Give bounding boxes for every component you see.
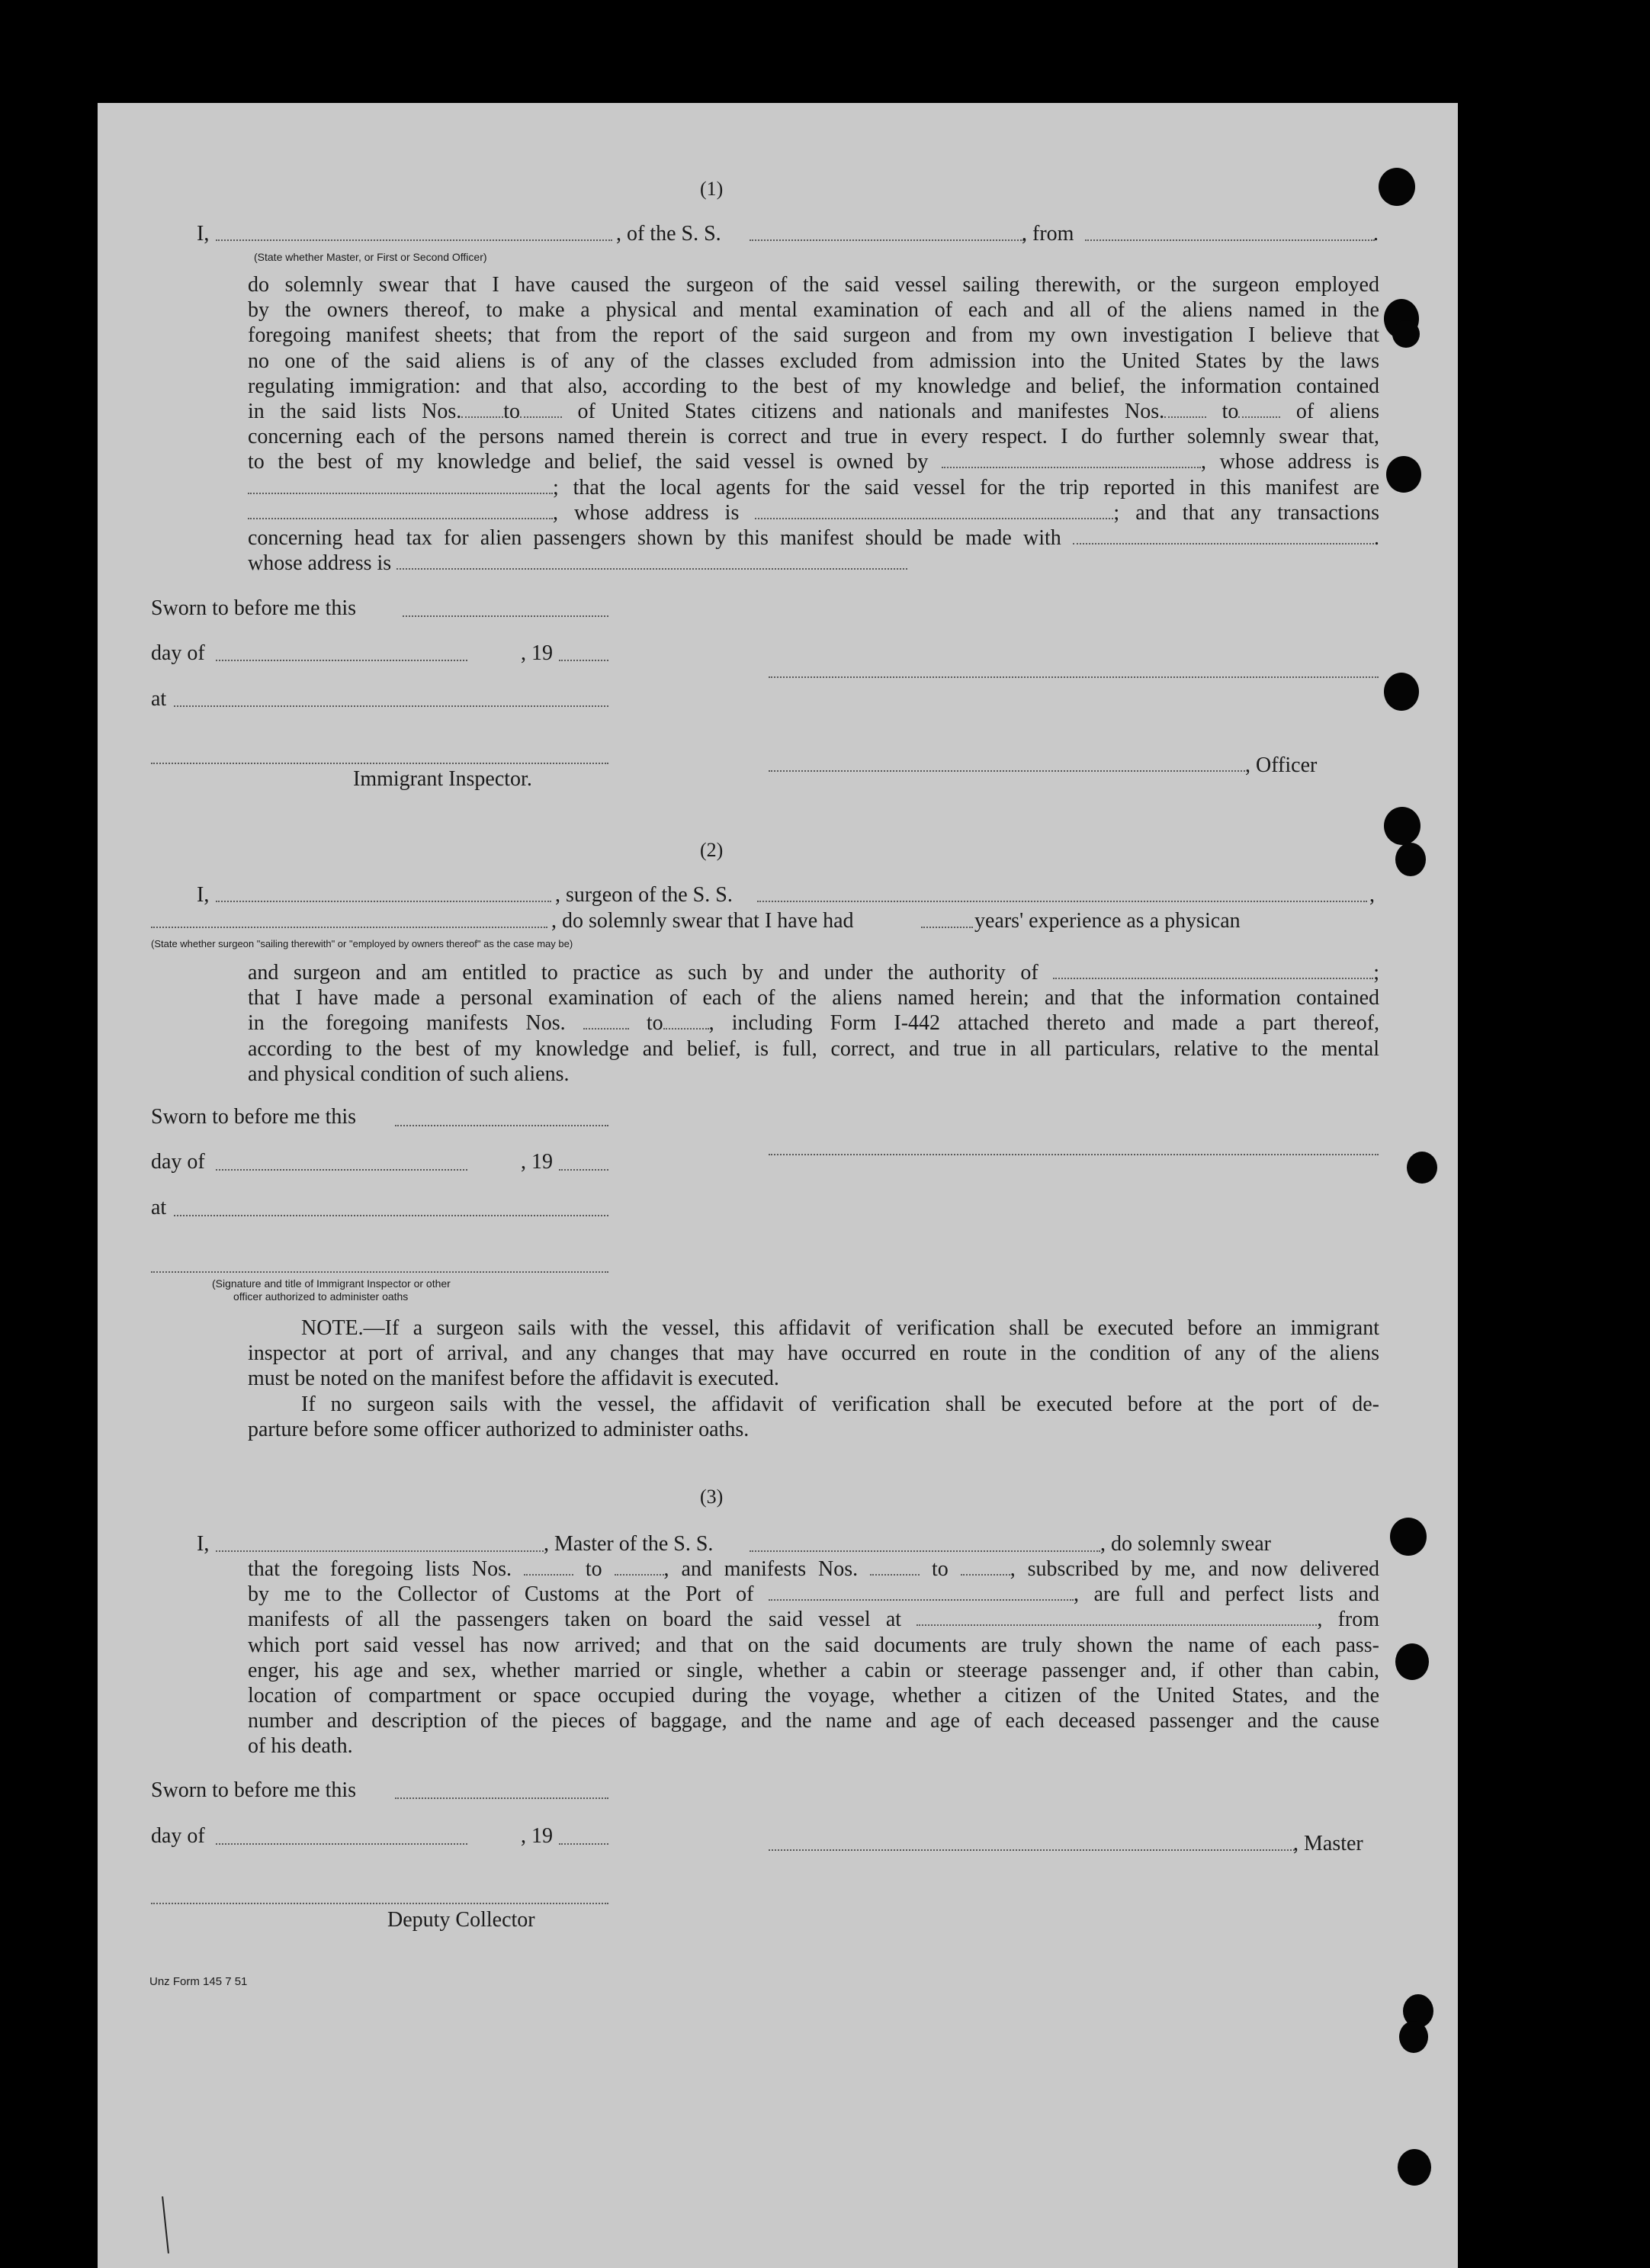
- s3-para-line: enger, his age and sex, whether married or single, whether a cabin or steerage passenger and, if other than cabin,: [248, 1658, 1379, 1682]
- s3-lists-to-field[interactable]: [615, 1557, 664, 1576]
- s3-sworn-day-field[interactable]: [395, 1797, 608, 1799]
- s1-para-agents-line: ; that the local agents for the said vessel for the trip reported in this manifest are: [248, 475, 1379, 500]
- s3-manifest-to-field[interactable]: [961, 1557, 1010, 1576]
- s2-note-line: NOTE.—If a surgeon sails with the vessel, this affidavit of verification shall be executed before an immigrant: [301, 1316, 1379, 1340]
- s3-i-label: I,: [197, 1532, 210, 1556]
- s2-surgeon-status-field[interactable]: [151, 927, 547, 928]
- s2-dayof-label: day of: [151, 1150, 205, 1174]
- s3-year-field[interactable]: [559, 1843, 608, 1845]
- s1-signature-line[interactable]: [769, 676, 1379, 678]
- s2-para-line: and physical condition of such aliens.: [248, 1062, 570, 1086]
- s1-agents-field[interactable]: [248, 501, 553, 519]
- s2-year-field[interactable]: [559, 1169, 608, 1171]
- s2-surgeon-of-label: , surgeon of the S. S.: [555, 883, 733, 907]
- s3-oath-paragraph: [248, 1556, 1379, 1759]
- punch-hole-icon: [1398, 2149, 1431, 2186]
- s3-collector-signature-line[interactable]: [151, 1903, 608, 1904]
- s1-para-line: no one of the said aliens is of any of the classes excluded from admission into the United States by the laws: [248, 349, 1379, 373]
- s2-surgeon-signature-line[interactable]: [769, 1154, 1379, 1155]
- s3-year-label: , 19: [521, 1824, 553, 1848]
- s1-para-line: regulating immigration: and that also, according to the best of my knowledge and belief, the information contained: [248, 374, 1379, 398]
- s2-note-line: must be noted on the manifest before the affidavit is executed.: [248, 1367, 779, 1391]
- s1-headtax-field[interactable]: [1073, 526, 1374, 545]
- s1-lists-to-field[interactable]: [520, 400, 562, 418]
- s3-month-field[interactable]: [216, 1843, 467, 1845]
- s1-at-label: at: [151, 687, 167, 711]
- s1-dayof-label: day of: [151, 641, 205, 665]
- s2-authority-field[interactable]: [1053, 961, 1373, 979]
- s1-para-owner-line: to the best of my knowledge and belief, the said vessel is owned by , whose address is: [248, 450, 1380, 474]
- s1-vessel-name-field[interactable]: [750, 239, 1024, 241]
- s2-para-manifests-line: in the foregoing manifests Nos. to , including Form I-442 attached thereto and made a part thereof,: [248, 1011, 1380, 1036]
- s3-manifest-from-field[interactable]: [870, 1557, 920, 1576]
- s2-signature-note-1: (Signature and title of Immigrant Inspector or other: [212, 1277, 451, 1290]
- punch-hole-icon: [1392, 320, 1420, 348]
- s1-officer-label: , Officer: [1245, 753, 1318, 777]
- s1-from-port-field[interactable]: [1085, 239, 1375, 241]
- s2-oath-paragraph: [248, 960, 1379, 1087]
- s2-line1-end: ,: [1369, 883, 1375, 907]
- s1-manifest-to-field[interactable]: [1238, 400, 1280, 418]
- s1-from-label: , from: [1022, 222, 1074, 246]
- s3-boarding-port-field[interactable]: [916, 1608, 1317, 1626]
- s2-inspector-signature-line[interactable]: [151, 1271, 608, 1273]
- s2-para-authority-line: and surgeon and am entitled to practice as such by and under the authority of ;: [248, 961, 1380, 985]
- s1-owner-address-field[interactable]: [248, 476, 553, 494]
- s3-para-line: number and description of the pieces of baggage, and the name and age of each deceased passenger and the cause: [248, 1709, 1379, 1733]
- punch-hole-icon: [1395, 1643, 1429, 1680]
- s3-para-line: of his death.: [248, 1734, 353, 1759]
- s1-of-ss-label: , of the S. S.: [616, 222, 721, 246]
- s1-para-headtax-line: concerning head tax for alien passengers shown by this manifest should be made with .: [248, 526, 1380, 551]
- s1-para-lists-line: in the said lists Nos. to of United States citizens and nationals and manifestes Nos. to of aliens: [248, 400, 1380, 424]
- s3-dayof-label: day of: [151, 1824, 205, 1848]
- s2-note-line: inspector at port of arrival, and any changes that may have occurred en route in the condition of any of the aliens: [248, 1341, 1379, 1366]
- s2-swear-label: , do solemnly swear that I have had: [551, 909, 854, 933]
- s2-manifest-to-field[interactable]: [663, 1011, 709, 1030]
- s2-note-paragraph: [248, 1316, 1379, 1442]
- form-identifier: Unz Form 145 7 51: [149, 1975, 248, 1988]
- s2-para-line: that I have made a personal examination of each of the aliens named herein; and that the information contained: [248, 986, 1379, 1010]
- s3-para-port-line: by me to the Collector of Customs at the Port of , are full and perfect lists and: [248, 1582, 1380, 1607]
- punch-hole-icon: [1384, 673, 1419, 711]
- s3-para-boarded-line: manifests of all the passengers taken on board the said vessel at , from: [248, 1608, 1379, 1632]
- s2-para-line: according to the best of my knowledge and belief, is full, correct, and true in all particulars, relative to the mental: [248, 1036, 1379, 1061]
- punch-hole-icon: [1379, 168, 1415, 206]
- s1-para-line: foregoing manifest sheets; that from the report of the said surgeon and from my own investigation I believe that: [248, 323, 1379, 348]
- s3-master-label: , Master: [1293, 1832, 1363, 1855]
- s2-year-label: , 19: [521, 1150, 553, 1174]
- s2-surgeon-name-field[interactable]: [216, 901, 551, 902]
- section-2-number: (2): [700, 839, 724, 861]
- s1-inspector-label: Immigrant Inspector.: [353, 767, 532, 791]
- s2-i-label: I,: [197, 883, 210, 907]
- s1-para-line: concerning each of the persons named therein is correct and true in every respect. I do further solemnly swear that,: [248, 425, 1379, 449]
- s3-swear-label: , do solemnly swear: [1100, 1532, 1271, 1556]
- section-1-number: (1): [700, 178, 724, 200]
- form-page: [98, 103, 1458, 2268]
- s3-master-name-field[interactable]: [216, 1550, 544, 1552]
- s1-headtax-address-field[interactable]: [396, 551, 907, 570]
- s3-master-of-label: , Master of the S. S.: [544, 1532, 714, 1556]
- s2-years-field[interactable]: [921, 927, 973, 928]
- s1-rank-note: (State whether Master, or First or Second Officer): [254, 251, 487, 263]
- s1-month-field[interactable]: [216, 660, 467, 661]
- s1-at-place-field[interactable]: [174, 705, 608, 707]
- s1-year-field[interactable]: [559, 660, 608, 661]
- s1-year-label: , 19: [521, 641, 553, 665]
- s1-manifest-from-field[interactable]: [1164, 400, 1206, 418]
- s1-sworn-label: Sworn to before me this: [151, 596, 357, 620]
- s2-note-line: parture before some officer authorized to administer oaths.: [248, 1417, 750, 1441]
- s3-para-lists-line: that the foregoing lists Nos. to , and manifests Nos. to , subscribed by me, and now delivered: [248, 1557, 1380, 1581]
- s1-oath-paragraph: [248, 272, 1379, 576]
- scan-mark: [162, 2196, 169, 2254]
- s3-para-line: location of compartment or space occupied during the voyage, whether a citizen of the United States, and the: [248, 1684, 1379, 1708]
- punch-hole-icon: [1407, 1152, 1437, 1184]
- s2-signature-note-2: officer authorized to administer oaths: [233, 1290, 409, 1303]
- s1-para-line: by the owners thereof, to make a physical and mental examination of each and all of the aliens named in the: [248, 298, 1379, 323]
- s3-master-signature-line[interactable]: [769, 1849, 1295, 1851]
- s2-status-note: (State whether surgeon "sailing therewith" or "employed by owners thereof" as the case may be): [151, 938, 573, 949]
- s1-officer-rank-field[interactable]: [216, 239, 612, 241]
- punch-hole-icon: [1390, 1518, 1427, 1556]
- s2-manifest-from-field[interactable]: [583, 1011, 629, 1030]
- section-3-number: (3): [700, 1486, 724, 1508]
- s1-lists-from-field[interactable]: [461, 400, 503, 418]
- s1-sworn-day-field[interactable]: [403, 615, 608, 617]
- s1-para-line: do solemnly swear that I have caused the surgeon of the said vessel sailing therewith, or the surgeon employed: [248, 273, 1379, 297]
- s3-collector-label: Deputy Collector: [387, 1908, 535, 1932]
- s3-sworn-label: Sworn to before me this: [151, 1778, 357, 1802]
- punch-hole-icon: [1384, 807, 1420, 845]
- s1-agent-address-field[interactable]: [755, 501, 1113, 519]
- s2-sworn-label: Sworn to before me this: [151, 1105, 357, 1129]
- s1-officer-signature-line[interactable]: [769, 770, 1245, 772]
- s1-inspector-signature-line[interactable]: [151, 763, 608, 764]
- s2-month-field[interactable]: [216, 1169, 467, 1171]
- s2-at-label: at: [151, 1196, 167, 1219]
- s2-vessel-name-field[interactable]: [757, 901, 1367, 902]
- s1-line-end: .: [1373, 222, 1379, 246]
- punch-hole-icon: [1399, 2021, 1428, 2053]
- punch-hole-icon: [1395, 843, 1426, 876]
- s3-port-field[interactable]: [769, 1582, 1074, 1601]
- s2-years-label: years' experience as a physican: [974, 909, 1241, 933]
- punch-hole-icon: [1386, 456, 1421, 493]
- s3-lists-from-field[interactable]: [524, 1557, 573, 1576]
- s1-para-agent-address-line: , whose address is ; and that any transactions: [248, 500, 1379, 525]
- s2-sworn-day-field[interactable]: [395, 1125, 608, 1126]
- s1-para-last-line: whose address is: [248, 551, 1379, 576]
- s1-owner-field[interactable]: [942, 450, 1201, 468]
- s1-i-label: I,: [197, 222, 210, 246]
- s3-para-line: which port said vessel has now arrived; and that on the said documents are truly shown the name of each pass-: [248, 1633, 1379, 1657]
- s2-at-place-field[interactable]: [174, 1215, 608, 1216]
- s3-vessel-name-field[interactable]: [750, 1550, 1100, 1552]
- s2-note-line: If no surgeon sails with the vessel, the affidavit of verification shall be executed before at the port of de-: [301, 1392, 1379, 1416]
